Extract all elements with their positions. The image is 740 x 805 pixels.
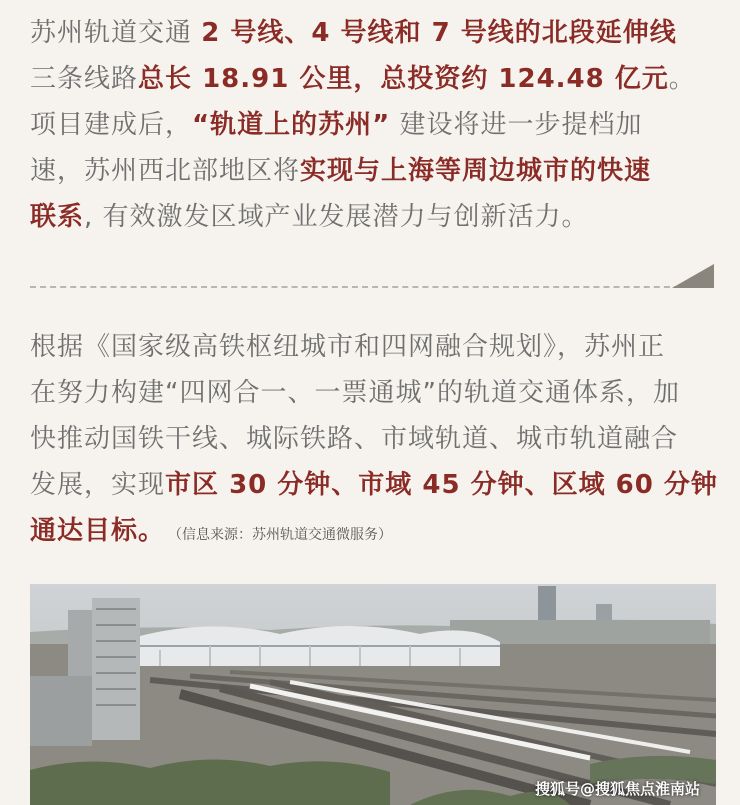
plan-paragraph	[30, 324, 720, 554]
intro-paragraph	[30, 10, 720, 240]
highlight-text: 总长 18.91 公里，总投资约 124.48 亿元	[138, 64, 669, 94]
line-text: 发展，实现	[30, 470, 166, 500]
line-text: 项目建成后，	[30, 110, 193, 140]
highlight-text: 通达目标。	[30, 516, 166, 546]
paragraph-line: 根据《国家级高铁枢纽城市和四网融合规划》，苏州正	[30, 332, 666, 362]
dashed-divider	[30, 286, 690, 288]
highlight-text: 联系	[30, 202, 85, 232]
corner-triangle-decoration	[672, 264, 714, 288]
paragraph-line	[30, 462, 720, 508]
paragraph-line	[30, 148, 720, 194]
highlight-text: 实现与上海等周边城市的快速	[300, 156, 652, 186]
station-illustration	[30, 584, 716, 805]
paragraph-line: 在努力构建“四网合一、一票通城”的轨道交通体系，加	[30, 378, 680, 408]
source-note: （信息来源：苏州轨道交通微服务）	[175, 527, 393, 543]
paragraph-line	[30, 102, 720, 148]
paragraph-line	[30, 56, 720, 102]
paragraph-line	[30, 10, 720, 56]
watermark-text: 搜狐号@搜狐焦点淮南站	[534, 780, 700, 798]
highlight-text: 2 号线、4 号线和 7 号线的北段延伸线	[201, 18, 677, 48]
line-text: 苏州轨道交通	[30, 18, 202, 48]
highlight-text: “轨道上的苏州”	[192, 110, 391, 140]
line-text: 速，苏州西北部地区将	[30, 156, 301, 186]
paragraph-line	[30, 508, 720, 554]
paragraph-line: 快推动国铁干线、城际铁路、市域轨道、城市轨道融合	[30, 424, 679, 454]
line-text: 三条线路	[30, 64, 139, 94]
railway-station-photo	[30, 584, 716, 805]
line-text: 。	[668, 64, 696, 94]
line-text: 建设将进一步提档加	[390, 110, 643, 140]
paragraph-line	[30, 194, 720, 240]
line-text: , 有效激发区域产业发展潜力与创新活力。	[84, 202, 589, 232]
highlight-text: 市区 30 分钟、市域 45 分钟、区域 60 分钟	[165, 470, 718, 500]
